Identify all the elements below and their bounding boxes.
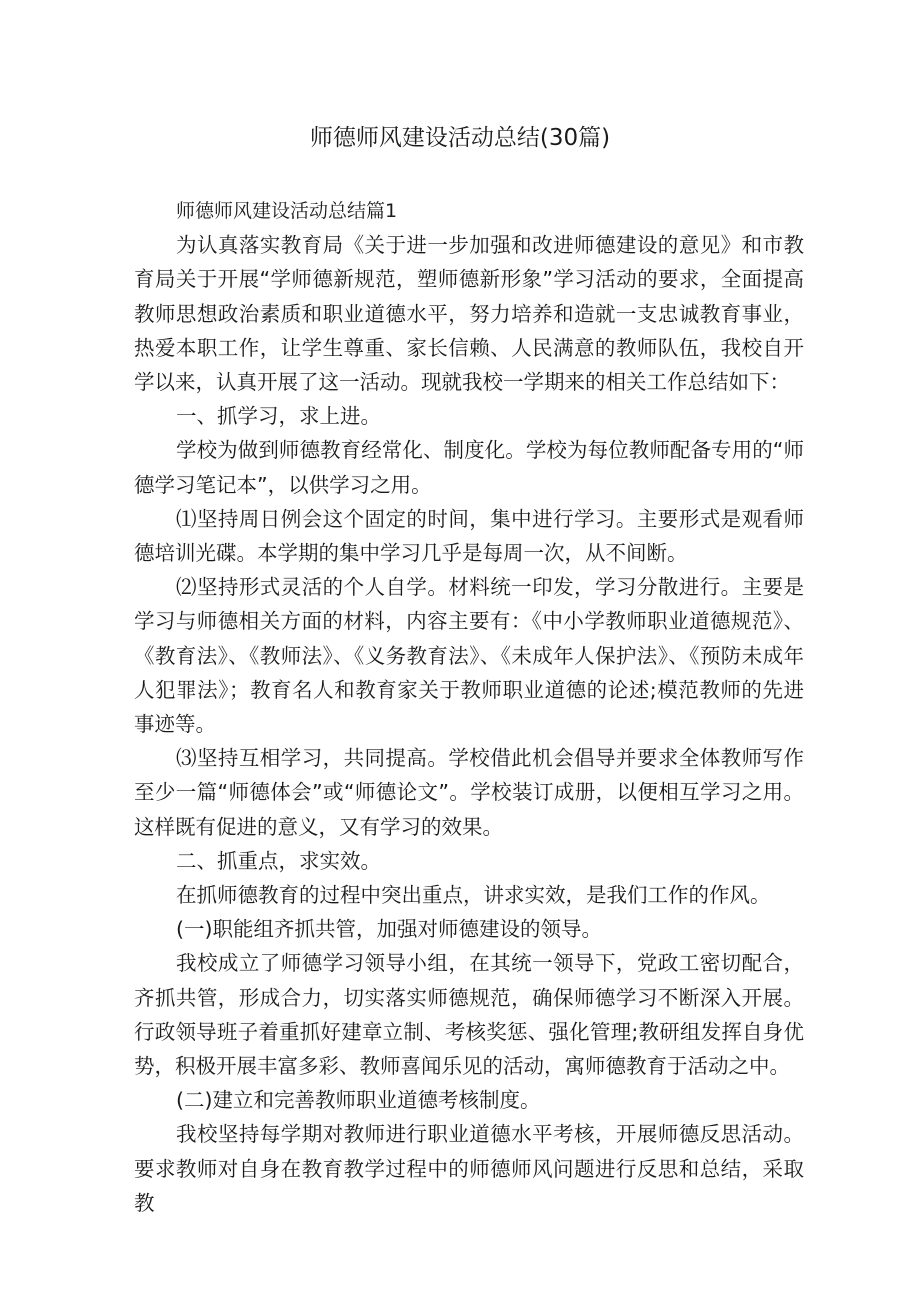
paragraph: ⑶坚持互相学习，共同提高。学校借此机会倡导并要求全体教师写作至少一篇“师德体会”或“师德论文”。学校装订成册，以便相互学习之用。这样既有促进的意义，又有学习的效果。 bbox=[134, 746, 804, 839]
paragraph: 学校为做到师德教育经常化、制度化。学校为每位教师配备专用的“师德学习笔记本”，以供学习之用。 bbox=[134, 438, 804, 497]
paragraph: 在抓师德教育的过程中突出重点，讲求实效，是我们工作的作风。 bbox=[176, 883, 771, 908]
paragraph: ⑴坚持周日例会这个固定的时间，集中进行学习。主要形式是观看师德培训光碟。本学期的集中学习几乎是每周一次，从不间断。 bbox=[134, 506, 804, 566]
document-body bbox=[134, 194, 804, 1220]
paragraph: ⑵坚持形式灵活的个人自学。材料统一印发，学习分散进行。主要是学习与师德相关方面的材料，内容主要有：《中小学教师职业道德规范》、《教育法》、《教师法》、《义务教育法》、《未成年人保护法》、《预防未成年人犯罪法》；教育名人和教育家关于教师职业道德的论述;模范教师的先进事迹等。 bbox=[134, 575, 804, 737]
document-title: 师德师风建设活动总结(30篇) bbox=[309, 125, 611, 151]
paragraph: 我校成立了师德学习领导小组，在其统一领导下，党政工密切配合，齐抓共管，形成合力，切实落实师德规范，确保师德学习不断深入开展。行政领导班子着重抓好建章立制、考核奖惩、强化管理;教研组发挥自身优势，积极开展丰富多彩、教师喜闻乐见的活动，寓师德教育于活动之中。 bbox=[134, 951, 804, 1079]
paragraph: (二)建立和完善教师职业道德考核制度。 bbox=[176, 1088, 541, 1113]
section-heading: 师德师风建设活动总结篇1 bbox=[176, 200, 398, 222]
paragraph: (一)职能组齐抓共管，加强对师德建设的领导。 bbox=[176, 917, 602, 942]
paragraph: 一、抓学习，求上进。 bbox=[176, 404, 381, 429]
paragraph: 二、抓重点，求实效。 bbox=[176, 848, 381, 873]
paragraph: 为认真落实教育局《关于进一步加强和改进师德建设的意见》和市教育局关于开展“学师德新规范，塑师德新形象”学习活动的要求，全面提高教师思想政治素质和职业道德水平，努力培养和造就一支忠诚教育事业，热爱本职工作，让学生尊重、家长信赖、人民满意的教师队伍，我校自开学以来，认真开展了这一活动。现就我校一学期来的相关工作总结如下： bbox=[134, 233, 804, 395]
paragraph: 我校坚持每学期对教师进行职业道德水平考核，开展师德反思活动。要求教师对自身在教育教学过程中的师德师风问题进行反思和总结，采取教 bbox=[134, 1122, 804, 1215]
